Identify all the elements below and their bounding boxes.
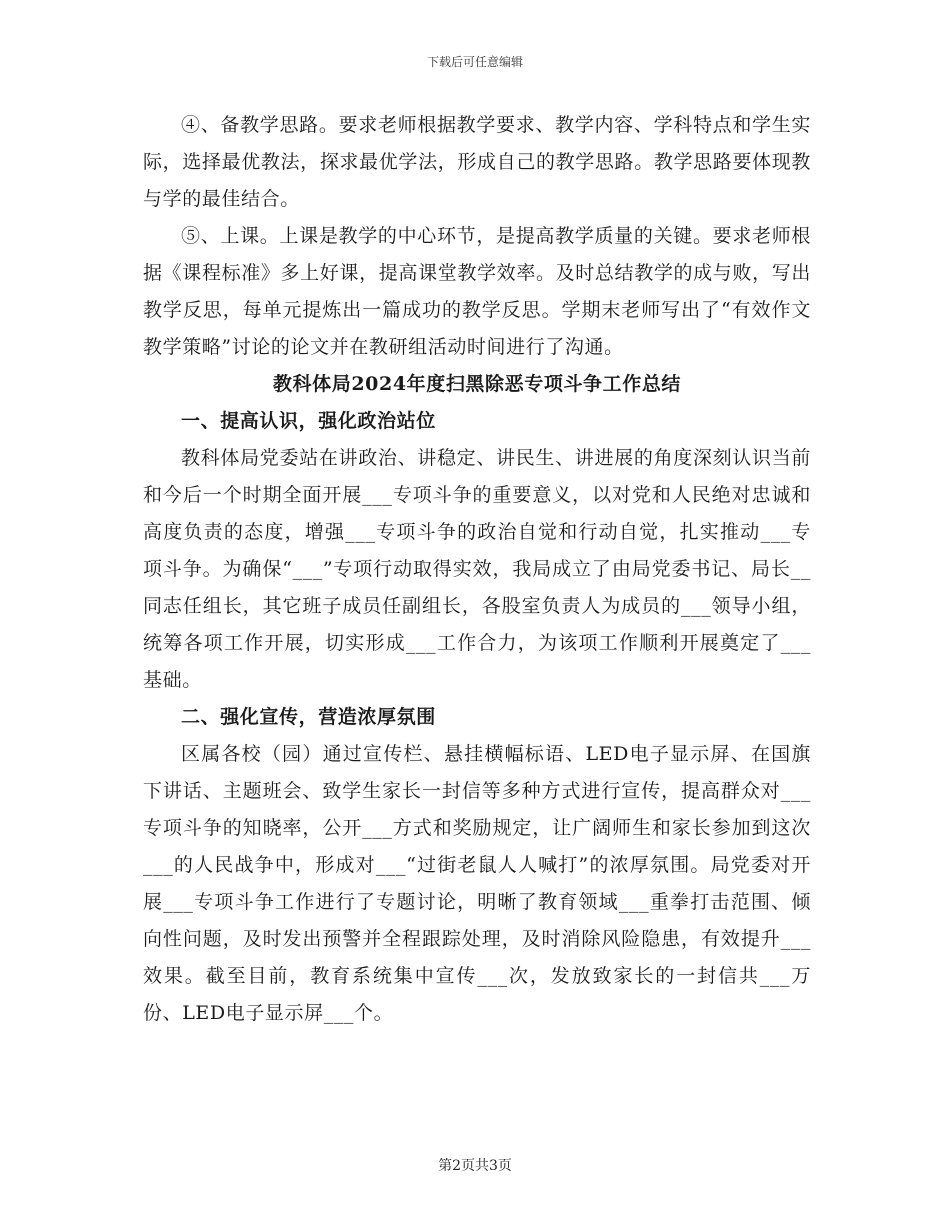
- paragraph-awareness: 教科体局党委站在讲政治、讲稳定、讲民生、讲进展的角度深刻认识当前和今后一个时期全面开展___专项斗争的重要意义，以对党和人民绝对忠诚和高度负责的态度，增强___专项斗争的政治自觉和行动自觉，扎实推动___专项斗争。为确保“___”专项行动取得实效，我局成立了由局党委书记、局长__同志任组长，其它班子成员任副组长，各股室负责人为成员的___领导小组，统筹各项工作开展，切实形成___工作合力，为该项工作顺利开展奠定了___基础。: [143, 447, 811, 691]
- section-heading-publicity: 二、强化宣传，营造浓厚氛围: [181, 706, 436, 728]
- paragraph-publicity: 区属各校（园）通过宣传栏、悬挂横幅标语、LED电子显示屏、在国旗下讲话、主题班会、致学生家长一封信等多种方式进行宣传，提高群众对___专项斗争的知晓率，公开___方式和奖励规定，让广阔师生和家长参加到这次___的人民战争中，形成对___“过街老鼠人人喊打”的浓厚氛围。局党委对开展___专项斗争工作进行了专题讨论，明晰了教育领域___重拳打击范围、倾向性问题，及时发出预警并全程跟踪处理，及时消除风险隐患，有效提升___效果。截至目前，教育系统集中宣传___次，发放致家长的一封信共___万份、LED电子显示屏___个。: [143, 743, 811, 1024]
- header-note: 下载后可任意编辑: [426, 55, 523, 69]
- paragraph-class-teaching: ⑤、上课。上课是教学的中心环节，是提高教学质量的关键。要求老师根据《课程标准》多上好课，提高课堂教学效率。及时总结教学的成与败，写出教学反思，每单元提炼出一篇成功的教学反思。学期末老师写出了“有效作文教学策略”讨论的论文并在教研组活动时间进行了沟通。: [143, 225, 811, 358]
- paragraph-teaching-approach: ④、备教学思路。要求老师根据教学要求、教学内容、学科特点和学生实际，选择最优教法，探求最优学法，形成自己的教学思路。教学思路要体现教与学的最佳结合。: [143, 114, 811, 210]
- document-title: 教科体局2024年度扫黑除恶专项斗争工作总结: [272, 373, 682, 395]
- section-heading-awareness: 一、提高认识，强化政治站位: [181, 410, 436, 432]
- page-number: 第2页共3页: [438, 1158, 512, 1174]
- document-body: [143, 107, 811, 1032]
